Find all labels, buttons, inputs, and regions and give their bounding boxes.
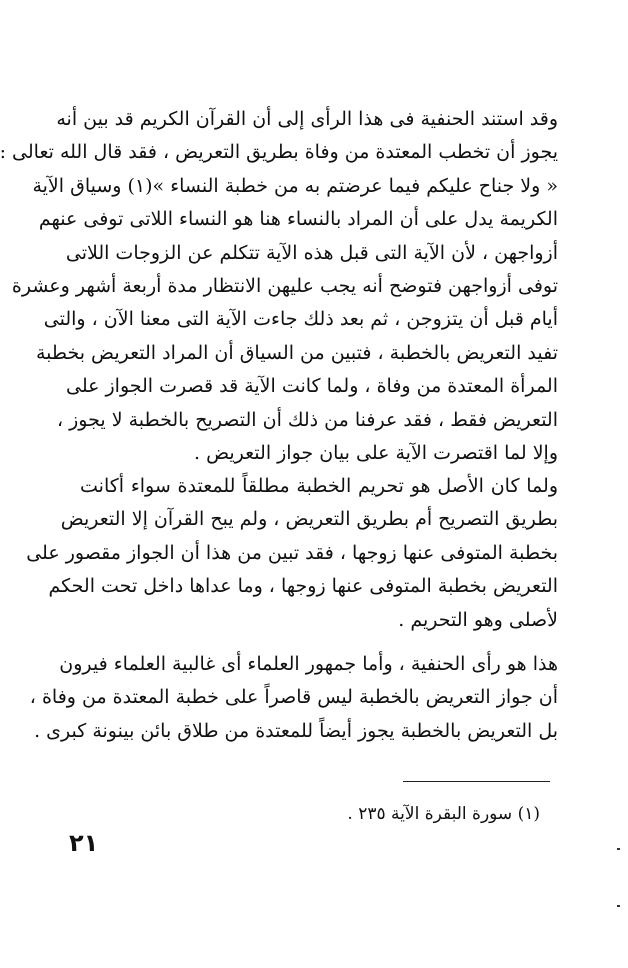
paragraph-line: التعريض بخطبة المتوفى عنها زوجها ، وما عداها داخل تحت الحكم bbox=[48, 575, 558, 598]
paragraph-line: يجوز أن تخطب المعتدة من وفاة بطريق التعريض ، فقد قال الله تعالى : bbox=[0, 141, 558, 164]
paragraph-line: « ولا جناح عليكم فيما عرضتم به من خطبة النساء »(١) وسياق الآية bbox=[32, 174, 558, 197]
paragraph-line: أيام قبل أن يتزوجن ، ثم بعد ذلك جاءت الآية التى معنا الآن ، والتى bbox=[43, 308, 558, 331]
paragraph-line: التعريض فقط ، فقد عرفنا من ذلك أن التصريح بالخطبة لا يجوز ، bbox=[56, 408, 558, 431]
paragraph-line: بل التعريض بالخطبة يجوز أيضاً للمعتدة من طلاق بائن بينونة كبرى . bbox=[34, 719, 558, 742]
paragraph-line: أن جواز التعريض بالخطبة ليس قاصراً على خطبة المعتدة من وفاة ، bbox=[29, 686, 558, 709]
paragraph-line: تفيد التعريض بالخطبة ، فتبين من السياق أن المراد التعريض بخطبة bbox=[35, 341, 558, 364]
footnote: (١) سورة البقرة الآية ٢٣٥ . bbox=[347, 804, 540, 824]
paragraph-line: أزواجهن ، لأن الآية التى قبل هذه الآية تتكلم عن الزوجات اللاتى bbox=[65, 241, 558, 264]
paragraph-line: المرأة المعتدة من وفاة ، ولما كانت الآية قد قصرت الجواز على bbox=[65, 375, 558, 398]
paragraph-line: هذا هو رأى الحنفية ، وأما جمهور العلماء أى غالبية العلماء فيرون bbox=[59, 653, 558, 675]
page-number: ٢١ bbox=[69, 829, 99, 857]
body-paragraph-1 bbox=[0, 103, 558, 470]
paragraph-line: لأصلى وهو التحريم . bbox=[398, 608, 558, 631]
paragraph-line: بخطبة المتوفى عنها زوجها ، فقد تبين من هذا أن الجواز مقصور على bbox=[26, 541, 558, 564]
scan-speck bbox=[617, 905, 620, 907]
body-paragraph-2 bbox=[26, 470, 558, 637]
paragraph-line: ولما كان الأصل هو تحريم الخطبة مطلقاً للمعتدة سواء أكانت bbox=[80, 475, 558, 497]
footnote-divider bbox=[403, 781, 550, 782]
paragraph-line: الكريمة يدل على أن المراد بالنساء هنا هو النساء اللاتى توفى عنهم bbox=[38, 208, 558, 231]
body-paragraph-3 bbox=[29, 648, 558, 748]
paragraph-line: وإلا لما اقتصرت الآية على بيان جواز التعريض . bbox=[194, 442, 558, 465]
paragraph-line: وقد استند الحنفية فى هذا الرأى إلى أن القرآن الكريم قد بين أنه bbox=[56, 108, 558, 130]
paragraph-line: توفى أزواجهن فتوضح أنه يجب عليهن الانتظار مدة أربعة أشهر وعشرة bbox=[11, 275, 558, 298]
scan-speck bbox=[617, 848, 620, 850]
paragraph-line: بطريق التصريح أم بطريق التعريض ، ولم يبح القرآن إلا التعريض bbox=[60, 508, 558, 531]
